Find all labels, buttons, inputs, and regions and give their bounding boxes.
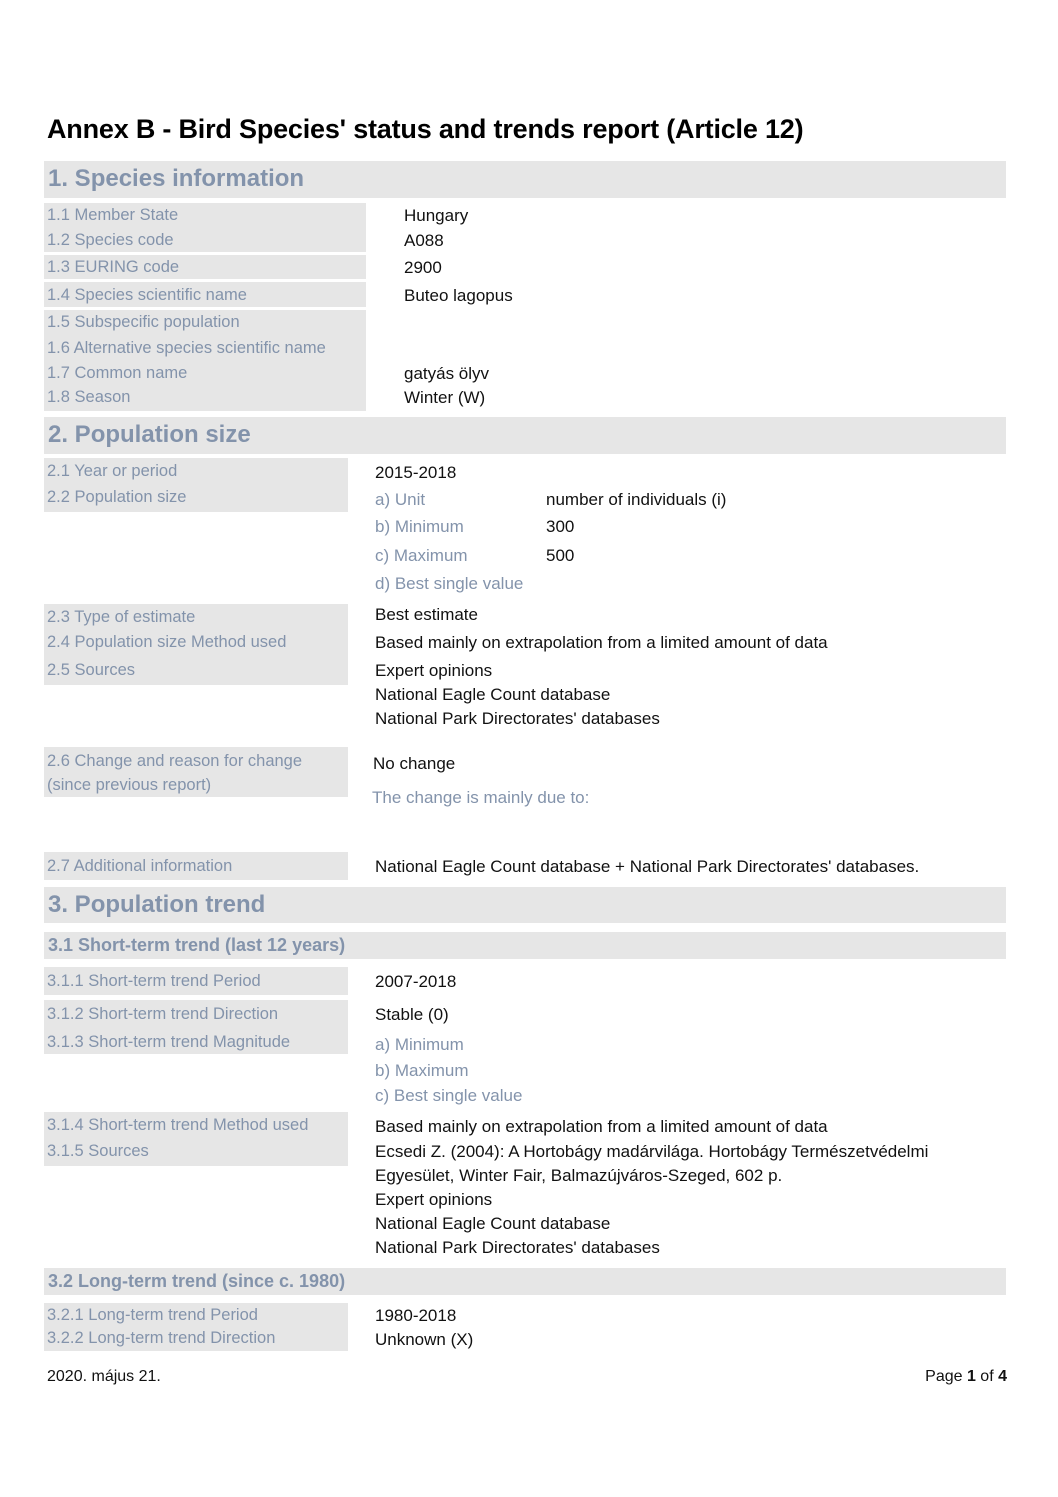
value-year-or-period: 2015-2018 — [375, 463, 457, 482]
value-season: Winter (W) — [404, 388, 486, 407]
label-scientific-name: 1.4 Species scientific name — [47, 286, 247, 304]
section-heading-species-information — [44, 161, 1006, 198]
subsection-heading-short-term — [44, 932, 1006, 959]
subsection-heading-text: 3.1 Short-term trend (last 12 years) — [48, 935, 346, 955]
subsection-heading-long-term — [44, 1268, 1006, 1295]
page-mid: of — [975, 1368, 999, 1385]
page-prefix: Page — [925, 1368, 967, 1385]
sublabel-magnitude-maximum: b) Maximum — [375, 1061, 469, 1080]
page-current: 1 — [966, 1368, 976, 1385]
sublabel-magnitude-best-value: c) Best single value — [375, 1086, 523, 1105]
label-short-term-method: 3.1.4 Short-term trend Method used — [47, 1116, 309, 1134]
value-unit: number of individuals (i) — [546, 490, 727, 509]
value-source-3: National Park Directorates' databases — [375, 709, 660, 728]
value-short-term-source-3: Expert opinions — [375, 1190, 493, 1209]
section-heading-text: 1. Species information — [48, 165, 305, 192]
value-long-term-direction: Unknown (X) — [375, 1330, 474, 1349]
label-type-of-estimate: 2.3 Type of estimate — [47, 608, 196, 626]
sublabel-maximum: c) Maximum — [375, 546, 468, 565]
label-species-code: 1.2 Species code — [47, 231, 174, 249]
value-additional-information: National Eagle Count database + National Park Directorates' databases. — [375, 857, 920, 876]
label-sources: 2.5 Sources — [47, 661, 136, 679]
section-heading-population-trend — [44, 887, 1006, 923]
label-long-term-period: 3.2.1 Long-term trend Period — [47, 1306, 258, 1324]
value-short-term-source-4: National Eagle Count database — [375, 1214, 611, 1233]
value-change-reason: The change is mainly due to: — [372, 788, 590, 807]
label-change: 2.6 Change and reason for change — [47, 752, 303, 770]
value-member-state: Hungary — [404, 206, 469, 225]
subsection-heading-text: 3.2 Long-term trend (since c. 1980) — [48, 1271, 346, 1291]
label-alternative-name: 1.6 Alternative species scientific name — [47, 339, 326, 357]
value-species-code: A088 — [404, 231, 444, 250]
value-method-used: Based mainly on extrapolation from a limited amount of data — [375, 633, 828, 652]
value-change: No change — [373, 754, 456, 773]
label-short-term-magnitude: 3.1.3 Short-term trend Magnitude — [47, 1033, 291, 1051]
label-additional-information: 2.7 Additional information — [47, 857, 233, 875]
value-common-name: gatyás ölyv — [404, 364, 490, 383]
label-subspecific-population: 1.5 Subspecific population — [47, 313, 240, 331]
value-short-term-source-1: Ecsedi Z. (2004): A Hortobágy madárvilága. Hortobágy Természetvédelmi — [375, 1142, 929, 1161]
value-source-2: National Eagle Count database — [375, 685, 611, 704]
value-maximum: 500 — [546, 546, 575, 565]
value-minimum: 300 — [546, 517, 575, 536]
label-method-used: 2.4 Population size Method used — [47, 633, 287, 651]
sublabel-unit: a) Unit — [375, 490, 426, 509]
label-common-name: 1.7 Common name — [47, 364, 188, 382]
label-short-term-sources: 3.1.5 Sources — [47, 1142, 149, 1160]
value-euring-code: 2900 — [404, 258, 442, 277]
sublabel-magnitude-minimum: a) Minimum — [375, 1035, 464, 1054]
value-scientific-name: Buteo lagopus — [404, 286, 513, 305]
value-source-1: Expert opinions — [375, 661, 493, 680]
value-short-term-method: Based mainly on extrapolation from a limited amount of data — [375, 1117, 828, 1136]
label-change-since: (since previous report) — [47, 776, 212, 794]
label-year-or-period: 2.1 Year or period — [47, 462, 178, 480]
sublabel-best-single-value: d) Best single value — [375, 574, 524, 593]
label-euring-code: 1.3 EURING code — [47, 258, 180, 276]
document-title: Annex B - Bird Species' status and trends report (Article 12) — [47, 114, 804, 144]
page-total: 4 — [998, 1368, 1007, 1385]
value-long-term-period: 1980-2018 — [375, 1306, 457, 1325]
label-season: 1.8 Season — [47, 388, 131, 406]
label-short-term-period: 3.1.1 Short-term trend Period — [47, 972, 261, 990]
section-heading-text: 3. Population trend — [48, 891, 266, 918]
sublabel-minimum: b) Minimum — [375, 517, 464, 536]
label-population-size: 2.2 Population size — [47, 488, 187, 506]
footer-page-number — [925, 1368, 1007, 1386]
label-member-state: 1.1 Member State — [47, 206, 179, 224]
section-heading-text: 2. Population size — [48, 421, 251, 448]
footer-date: 2020. május 21. — [47, 1368, 161, 1385]
value-short-term-period: 2007-2018 — [375, 972, 457, 991]
value-type-of-estimate: Best estimate — [375, 605, 478, 624]
section-heading-population-size — [44, 417, 1006, 454]
label-long-term-direction: 3.2.2 Long-term trend Direction — [47, 1329, 276, 1347]
value-short-term-source-2: Egyesület, Winter Fair, Balmazújváros-Szeged, 602 p. — [375, 1166, 783, 1185]
value-short-term-direction: Stable (0) — [375, 1005, 449, 1024]
label-short-term-direction: 3.1.2 Short-term trend Direction — [47, 1005, 279, 1023]
value-short-term-source-5: National Park Directorates' databases — [375, 1238, 660, 1257]
